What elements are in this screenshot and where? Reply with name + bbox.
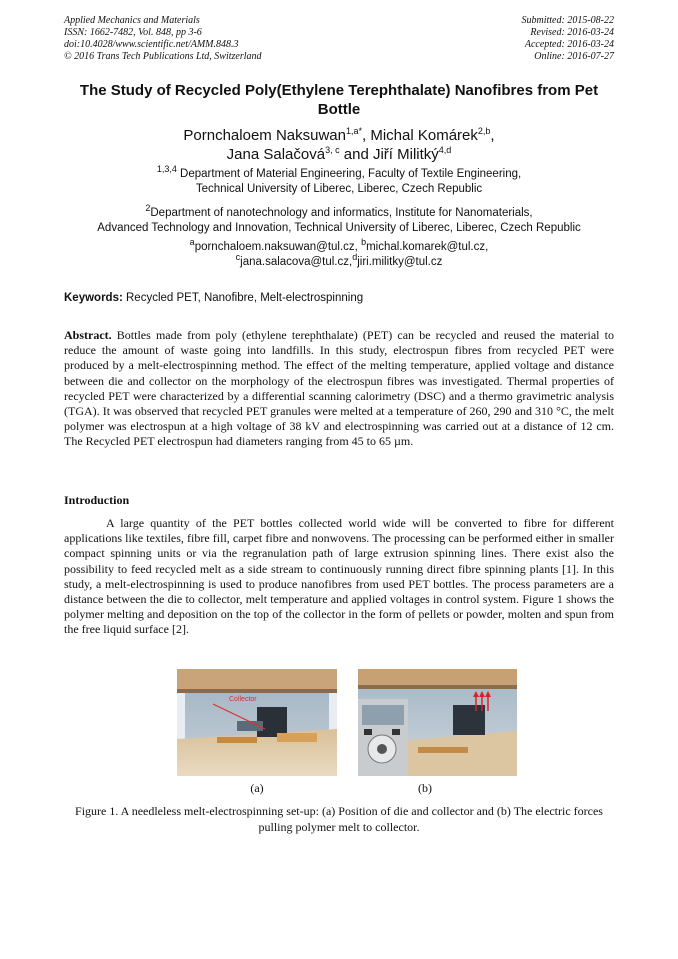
author-affiliation-mark: 3, c	[325, 145, 340, 155]
author-name: Jana Salačová	[226, 146, 326, 163]
author-separator: and	[339, 146, 373, 163]
submitted-date: Submitted: 2015-08-22	[521, 15, 614, 26]
affiliation-text: Technical University of Liberec, Liberec, Czech Republic	[195, 183, 483, 195]
photo-a-label-collector: Collector	[229, 696, 257, 703]
introduction-paragraph: A large quantity of the PET bottles collected world wide will be converted to fibre for different applications like textiles, fibre fill, carpet fibre and nonwovens. The processing can be performed either in smaller compact spinning units or via the regranulation path of large extrusion spinning lines. There exist also the possibility to feed recycled melt as a side stream to continuously running direct fibre spinning plants [1]. In this study, a melt-electrospinning is used to produce nanofibres from used PET bottles. The process parameters are a distance between the die to collector, melt temperature and applied voltages in control system. Figure 1 shows the polymer melting and deposition on the top of the collector in the form of pellets or powder, molten and spun from the free liquid surface [2].	[64, 516, 614, 637]
author-name: Pornchaloem Naksuwan	[183, 127, 346, 144]
email-address[interactable]: michal.komarek@tul.cz,	[366, 241, 489, 253]
photo-b-drawing	[358, 669, 517, 776]
photo-a-drawing	[177, 669, 337, 776]
figure-photo-b	[358, 669, 517, 776]
journal-name: Applied Mechanics and Materials	[64, 15, 200, 26]
author-name: Jiří Militký	[372, 146, 439, 163]
abstract-label: Abstract.	[64, 328, 112, 342]
email-mark: d	[352, 252, 358, 263]
subfigure-label-b: (b)	[418, 781, 432, 795]
author-affiliation-mark: 2,b	[477, 126, 491, 136]
author-list	[64, 126, 614, 164]
affiliation-text: Department of Material Engineering, Faculty of Textile Engineering,	[180, 168, 522, 180]
doi-line: doi:10.4028/www.scientific.net/AMM.848.3	[64, 39, 239, 50]
online-date: Online: 2016-07-27	[534, 51, 614, 62]
author-emails	[64, 237, 614, 270]
keywords-text: Recycled PET, Nanofibre, Melt-electrospinning	[122, 292, 364, 304]
email-address[interactable]: jana.salacova@tul.cz,	[240, 256, 353, 268]
affiliation-text: Department of nanotechnology and informatics, Institute for Nanomaterials,	[150, 207, 533, 219]
author-affiliation-mark: 1,a*	[346, 126, 363, 136]
section-heading-introduction: Introduction	[64, 493, 130, 507]
header-right	[522, 15, 615, 63]
paper-title: The Study of Recycled Poly(Ethylene Terephthalate) Nanofibres from Pet Bottle	[79, 82, 599, 118]
header-left	[64, 15, 262, 63]
subfigure-label-a: (a)	[250, 781, 264, 795]
affiliation-mark: 1,3,4	[156, 164, 177, 175]
email-mark: c	[235, 252, 241, 263]
affiliation-1	[64, 164, 614, 197]
revised-date: Revised: 2016-03-24	[530, 27, 614, 38]
author-separator: ,	[490, 127, 495, 144]
affiliation-2	[64, 203, 614, 236]
figure-photo-a	[177, 669, 337, 776]
abstract-text: Bottles made from poly (ethylene terephthalate) (PET) can be recycled and reused the material to reduce the amount of waste going into landfills. In this study, electrospun fibres from recycled PET were produced by a melt-electrospinning method. The effect of the melting temperature, applied voltage and distance between die and collector on the morphology of the electrospun fibres was investigated. Thermal properties of recycled PET were characterized by a differential scanning calorimetry (DSC) and a thermo gravimetric analysis (TGA). It was observed that recycled PET granules were melted at a temperature of 260, 290 and 310 °C, the melt polymer was electrospun at a high voltage of 38 kV and electrospinning was carried out at a distance of 12 cm. The Recycled PET electrospun had diameters ranging from 45 to 65 µm.	[64, 328, 614, 449]
keywords-label: Keywords:	[64, 292, 123, 304]
email-address[interactable]: pornchaloem.naksuwan@tul.cz,	[194, 241, 362, 253]
accepted-date: Accepted: 2016-03-24	[524, 39, 614, 50]
affiliation-mark: 2	[145, 203, 151, 214]
email-address[interactable]: jiri.militky@tul.cz	[357, 256, 443, 268]
email-mark: a	[189, 237, 195, 248]
keywords	[64, 291, 614, 306]
author-separator: ,	[362, 127, 371, 144]
email-mark: b	[361, 237, 367, 248]
figure-caption: Figure 1. A needleless melt-electrospinning set-up: (a) Position of die and collector and (b) The electric forces pulling polymer melt to collector.	[75, 804, 603, 834]
affiliation-text: Advanced Technology and Innovation, Technical University of Liberec, Liberec, Czech Republic	[97, 222, 581, 234]
issn-line: ISSN: 1662-7482, Vol. 848, pp 3-6	[64, 27, 202, 38]
author-affiliation-mark: 4,d	[438, 145, 452, 155]
copyright-line: © 2016 Trans Tech Publications Ltd, Switzerland	[64, 51, 262, 62]
author-name: Michal Komárek	[370, 127, 478, 144]
abstract	[64, 328, 614, 450]
